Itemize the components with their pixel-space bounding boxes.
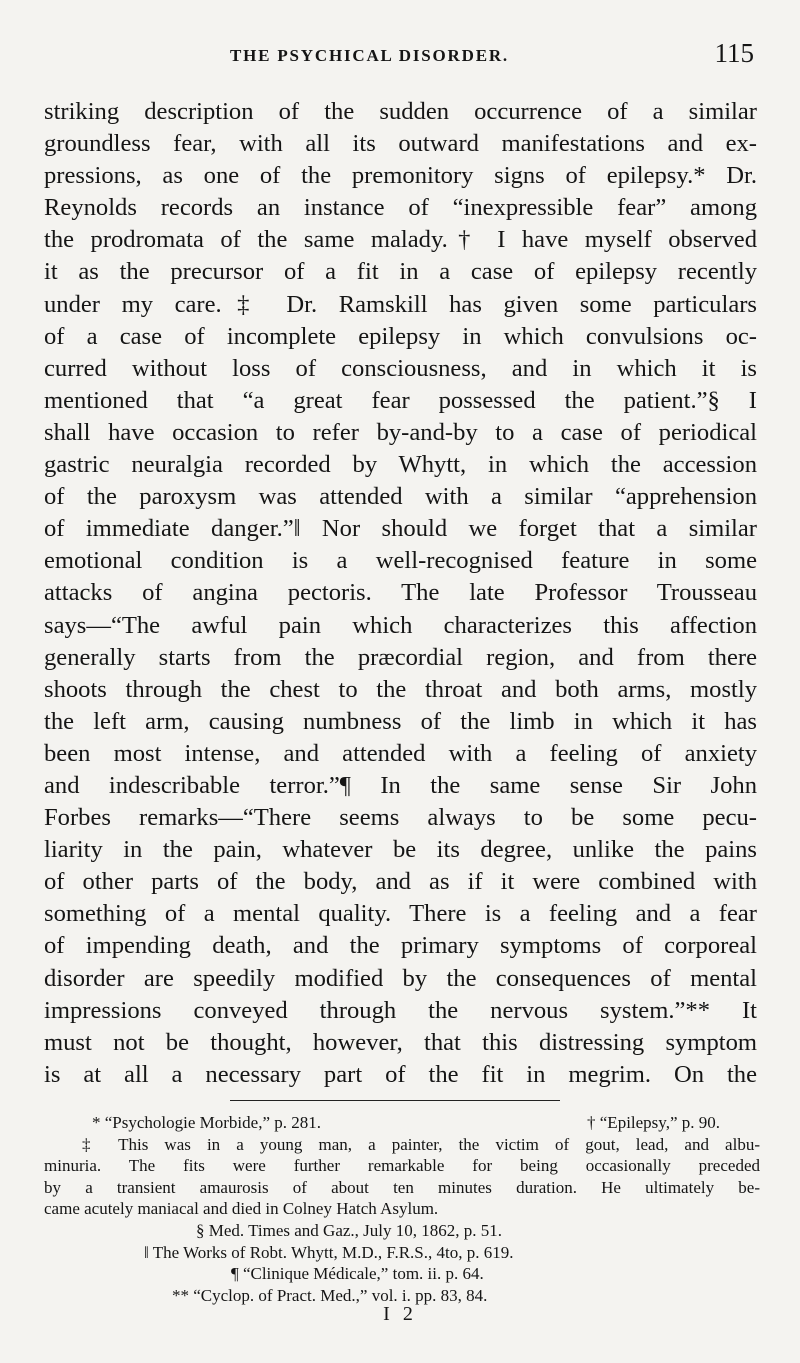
body-line: of other parts of the body, and as if it were combined with bbox=[44, 868, 757, 896]
body-line: something of a mental quality. There is a feeling and a fear bbox=[44, 900, 757, 928]
page-number: 115 bbox=[714, 38, 754, 68]
body-line: of immediate danger.”‖ Nor should we forget that a similar bbox=[44, 515, 757, 543]
body-line: is at all a necessary part of the fit in megrim. On the bbox=[44, 1060, 757, 1088]
body-line: shall have occasion to refer by-and-by to a case of periodical bbox=[44, 418, 757, 446]
footnote-3-line: ‡ This was in a young man, a painter, the victim of gout, lead, and albu- bbox=[82, 1134, 760, 1154]
signature-mark: I 2 bbox=[383, 1303, 417, 1325]
footnote-7: ** “Cyclop. of Pract. Med.,” vol. i. pp. 83, 84. bbox=[172, 1285, 488, 1305]
body-line: under my care.‡ Dr. Ramskill has given some particulars bbox=[44, 290, 757, 318]
body-line: liarity in the pain, whatever be its degree, unlike the pains bbox=[44, 836, 757, 864]
body-line: striking description of the sudden occurrence of a similar bbox=[44, 98, 757, 125]
body-line: the left arm, causing numbness of the limb in which it has bbox=[44, 707, 757, 735]
body-line: gastric neuralgia recorded by Whytt, in which the accession bbox=[44, 451, 757, 479]
running-head bbox=[44, 38, 756, 84]
footnote-3-line: by a transient amaurosis of about ten minutes duration. He ultimately be- bbox=[44, 1177, 760, 1197]
body-line: says—“The awful pain which characterizes this affection bbox=[44, 611, 757, 639]
body-line: attacks of angina pectoris. The late Professor Trousseau bbox=[44, 579, 757, 607]
body-line: pressions, as one of the premonitory signs of epilepsy.* Dr. bbox=[44, 162, 757, 190]
footnote-3-line: came acutely maniacal and died in Colney Hatch Asylum. bbox=[44, 1199, 439, 1219]
body-line: it as the precursor of a fit in a case of epilepsy recently bbox=[44, 258, 757, 286]
body-line: disorder are speedily modified by the consequences of mental bbox=[44, 964, 757, 992]
body-line: must not be thought, however, that this distressing symptom bbox=[44, 1028, 757, 1056]
body-line: mentioned that “a great fear possessed the patient.”§ I bbox=[44, 386, 757, 414]
footnote-4: § Med. Times and Gaz., July 10, 1862, p. 51. bbox=[196, 1220, 502, 1240]
body-line: Reynolds records an instance of “inexpressible fear” among bbox=[44, 194, 757, 222]
body-line: of a case of incomplete epilepsy in which convulsions oc- bbox=[44, 322, 757, 350]
footnotes bbox=[44, 1112, 760, 1306]
body-line: generally starts from the præcordial region, and from there bbox=[44, 643, 757, 671]
running-head-title: THE PSYCHICAL DISORDER. bbox=[230, 46, 509, 65]
footnote-rule bbox=[230, 1100, 560, 1101]
body-line: and indescribable terror.”¶ In the same sense Sir John bbox=[44, 771, 757, 799]
footnote-6: ¶ “Clinique Médicale,” tom. ii. p. 64. bbox=[231, 1264, 484, 1284]
footnote-3-line: minuria. The fits were further remarkable for being occasionally preceded bbox=[44, 1156, 760, 1176]
body-line: Forbes remarks—“There seems always to be some pecu- bbox=[44, 804, 757, 832]
footnote-1: * “Psychologie Morbide,” p. 281. bbox=[92, 1113, 321, 1132]
body-line: of the paroxysm was attended with a similar “apprehension bbox=[44, 483, 757, 511]
body-line: impressions conveyed through the nervous system.”** It bbox=[44, 996, 757, 1024]
footnote-row bbox=[44, 1112, 760, 1134]
body-line: emotional condition is a well-recognised feature in some bbox=[44, 547, 757, 575]
body-line: curred without loss of consciousness, and in which it is bbox=[44, 354, 757, 382]
body-text bbox=[44, 96, 757, 1091]
footnote-2: † “Epilepsy,” p. 90. bbox=[587, 1113, 720, 1132]
body-line: groundless fear, with all its outward manifestations and ex- bbox=[44, 130, 757, 158]
footnote-5: ‖ The Works of Robt. Whytt, M.D., F.R.S., 4to, p. 619. bbox=[144, 1242, 514, 1262]
body-line: been most intense, and attended with a feeling of anxiety bbox=[44, 739, 757, 767]
body-line: of impending death, and the primary symptoms of corporeal bbox=[44, 932, 757, 960]
body-line: shoots through the chest to the throat and both arms, mostly bbox=[44, 675, 757, 703]
body-line: the prodromata of the same malady.† I have myself observed bbox=[44, 226, 757, 254]
